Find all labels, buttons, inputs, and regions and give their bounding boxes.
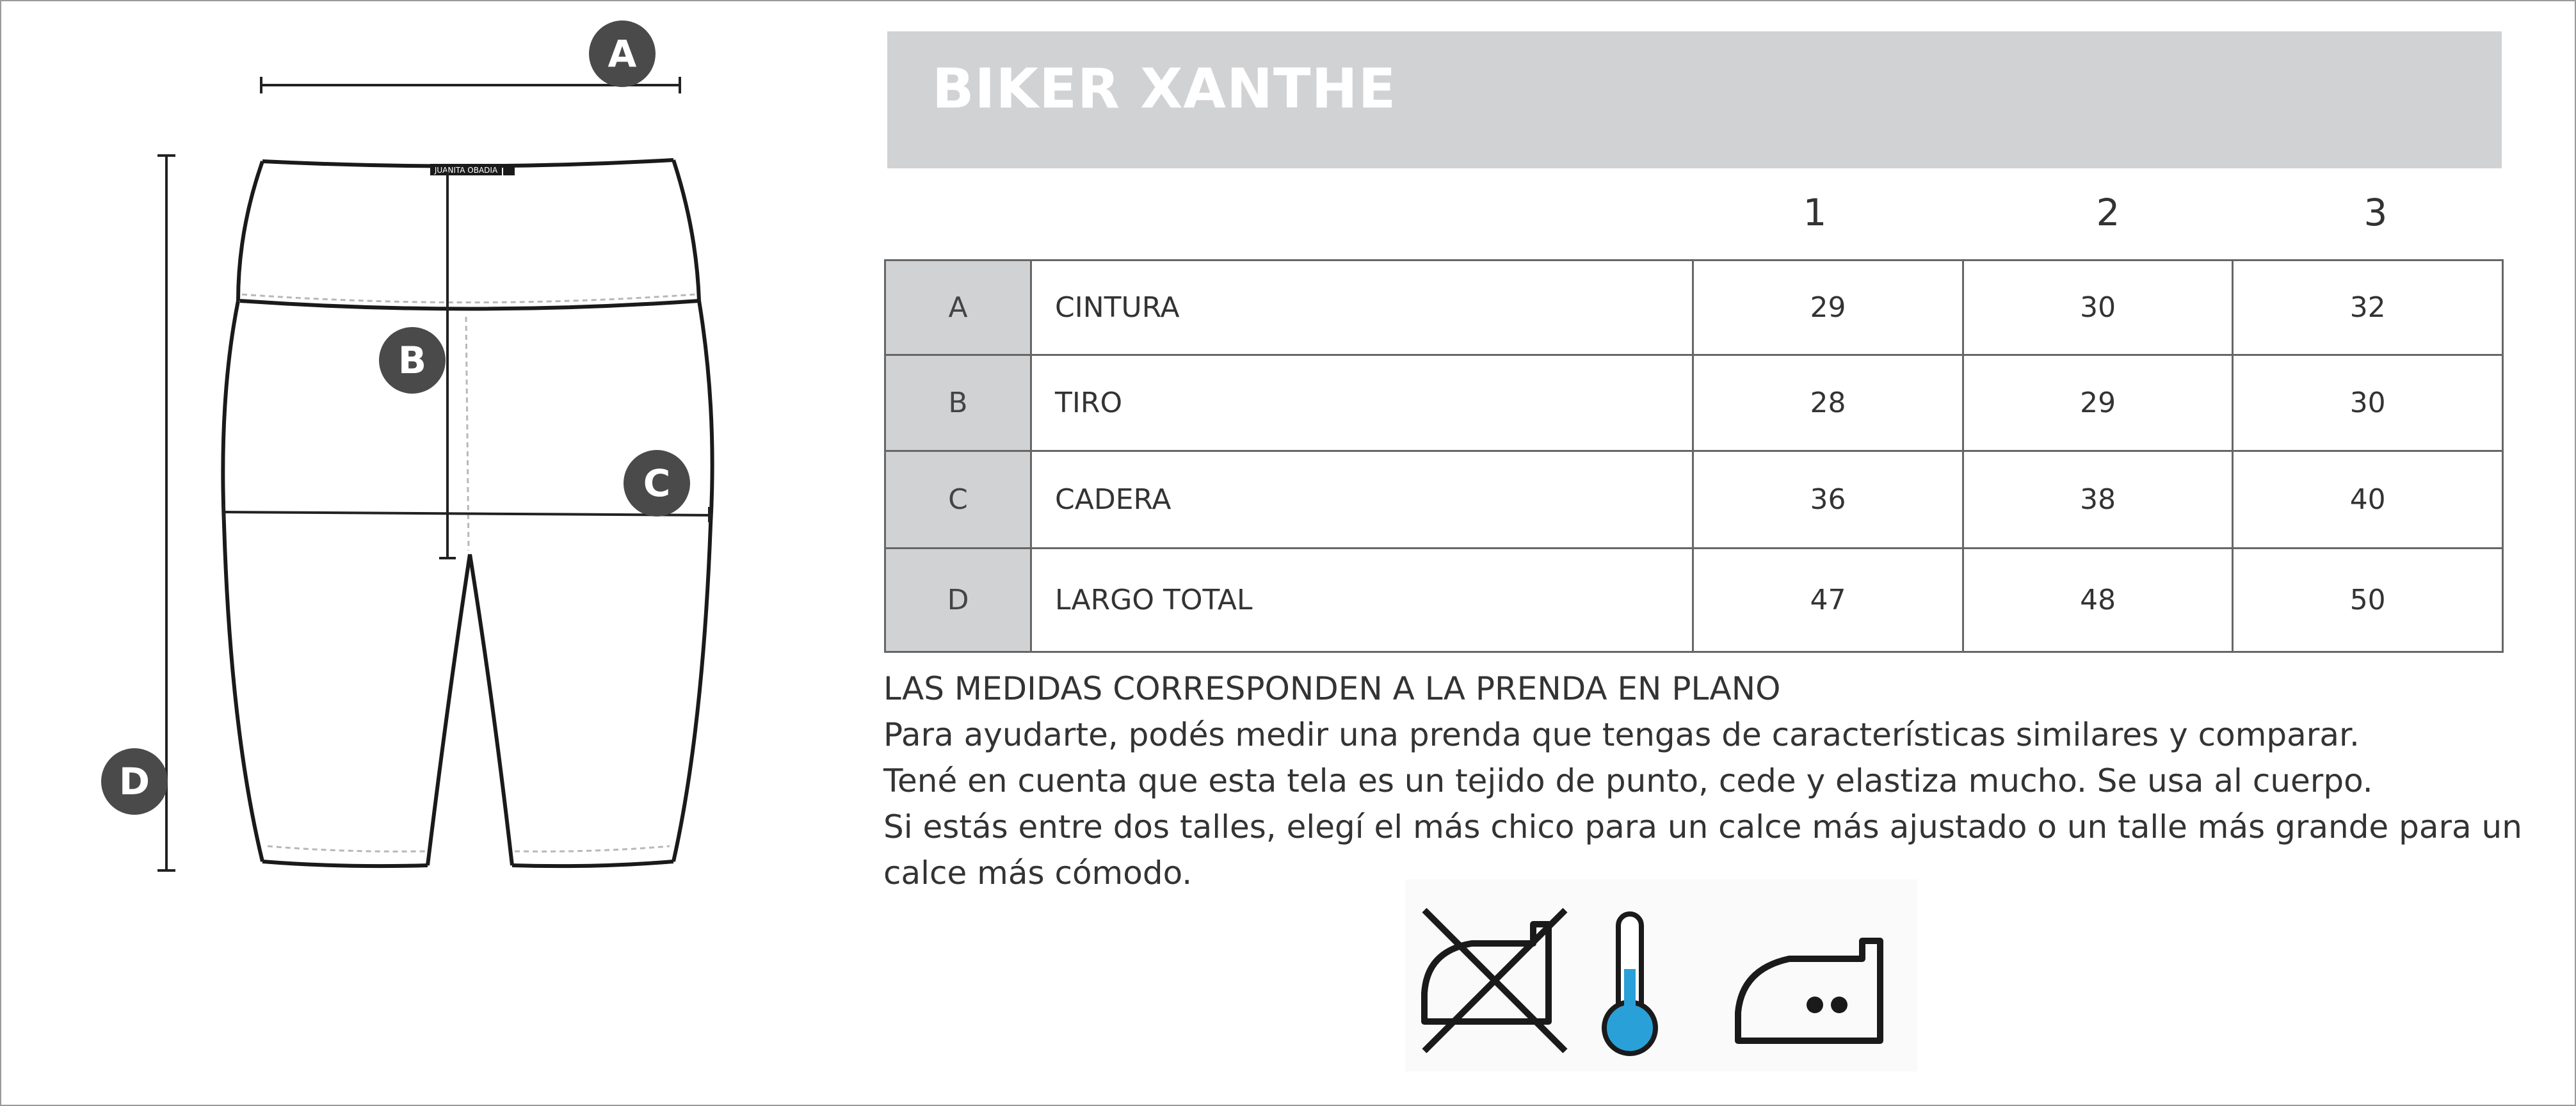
row-name: LARGO TOTAL [1031, 549, 1693, 652]
notes-line: Si estás entre dos talles, elegí el más chico para un calce más ajustado o un talle más grande para un [883, 808, 2522, 846]
product-title: BIKER XANTHE [932, 57, 1397, 121]
row-letter: D [885, 549, 1031, 652]
notes-line: Para ayudarte, podés medir una prenda que tengas de características similares y comparar. [883, 716, 2360, 753]
measurement-notes [883, 666, 2522, 896]
notes-heading: LAS MEDIDAS CORRESPONDEN A LA PRENDA EN PLANO [883, 670, 1781, 707]
value-cell: 50 [2233, 549, 2503, 652]
notes-line: Tené en cuenta que esta tela es un tejido de punto, cede y elastiza mucho. Se usa al cuerpo. [883, 762, 2373, 799]
care-icons [1405, 879, 1917, 1071]
notes-line: calce más cómodo. [883, 854, 1193, 892]
value-cell: 36 [1693, 451, 1963, 549]
svg-text:B: B [398, 339, 427, 382]
row-name: TIRO [1031, 355, 1693, 451]
svg-text:A: A [608, 32, 637, 76]
table-row [885, 260, 2503, 355]
table-row [885, 355, 2503, 451]
marker-d [101, 748, 168, 815]
value-cell: 30 [2233, 355, 2503, 451]
title-bar [887, 31, 2502, 168]
svg-text:C: C [643, 461, 671, 505]
value-cell: 28 [1693, 355, 1963, 451]
value-cell: 30 [1963, 260, 2233, 355]
size-table [884, 259, 2504, 653]
row-letter: A [885, 260, 1031, 355]
size-header-2: 2 [2096, 191, 2120, 234]
size-header-1: 1 [1803, 191, 1827, 234]
size-header-3: 3 [2363, 191, 2388, 234]
svg-text:D: D [118, 760, 150, 803]
row-name: CADERA [1031, 451, 1693, 549]
value-cell: 32 [2233, 260, 2503, 355]
value-cell: 40 [2233, 451, 2503, 549]
garment-diagram [0, 0, 755, 922]
marker-a [589, 20, 656, 87]
value-cell: 47 [1693, 549, 1963, 652]
value-cell: 29 [1963, 355, 2233, 451]
marker-b [379, 327, 446, 394]
row-name: CINTURA [1031, 260, 1693, 355]
row-letter: C [885, 451, 1031, 549]
value-cell: 48 [1963, 549, 2233, 652]
table-row [885, 451, 2503, 549]
marker-c [624, 450, 690, 517]
value-cell: 29 [1693, 260, 1963, 355]
svg-text:JUANITA OBADIA: JUANITA OBADIA [434, 166, 498, 175]
row-letter: B [885, 355, 1031, 451]
value-cell: 38 [1963, 451, 2233, 549]
table-row [885, 549, 2503, 652]
